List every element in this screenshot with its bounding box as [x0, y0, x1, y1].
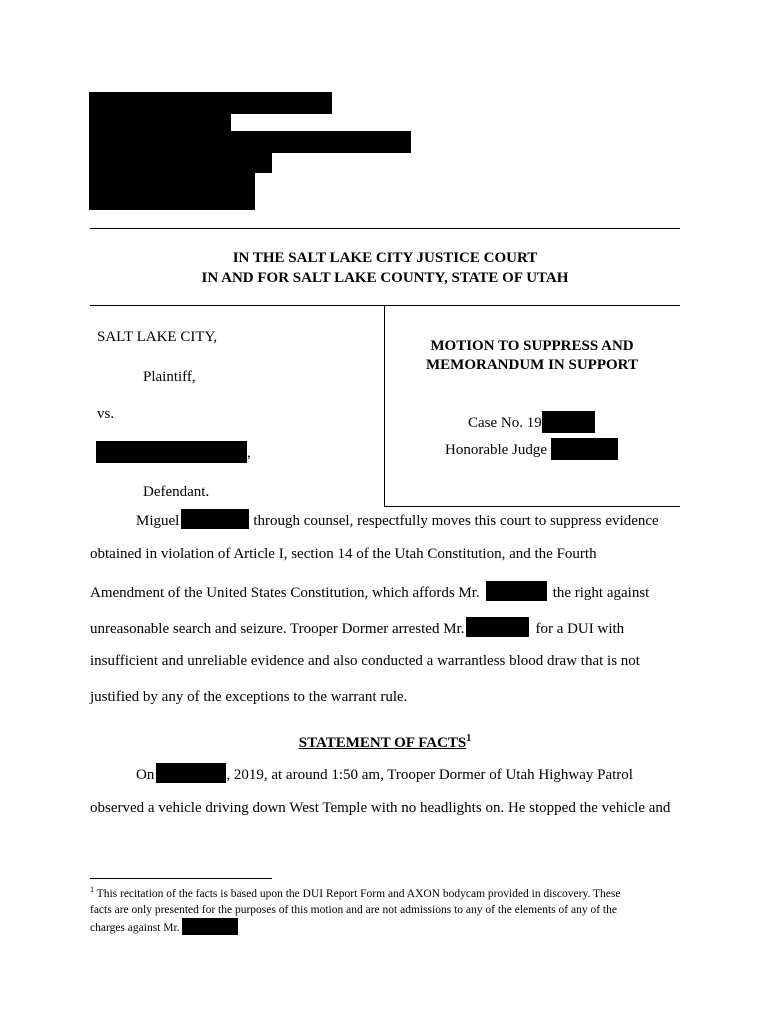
case-number-redaction — [542, 411, 595, 433]
body-line: justified by any of the exceptions to the warrant rule. — [90, 689, 408, 705]
body-line — [90, 617, 624, 638]
body-line: observed a vehicle driving down West Temple with no headlights on. He stopped the vehicle and — [90, 800, 671, 816]
defendant-name-redaction — [96, 441, 247, 463]
date-redaction — [156, 763, 226, 783]
header-divider — [90, 228, 680, 229]
footnote-line — [90, 886, 620, 902]
body-line: obtained in violation of Article I, section 14 of the Utah Constitution, and the Fourth — [90, 546, 597, 562]
body-text: On — [136, 767, 155, 783]
body-line: insufficient and unreliable evidence and also conducted a warrantless blood draw that is not — [90, 653, 640, 669]
defendant-name-redaction — [486, 581, 547, 601]
motion-title-line1: MOTION TO SUPPRESS AND — [430, 338, 634, 354]
defendant-name-redaction — [466, 617, 529, 637]
footnote-reference[interactable]: 1 — [466, 733, 472, 744]
footnote-line — [90, 918, 238, 936]
body-line — [136, 763, 633, 784]
court-heading-line2: IN AND FOR SALT LAKE COUNTY, STATE OF UTAH — [201, 270, 569, 286]
plaintiff-name: SALT LAKE CITY, — [97, 329, 218, 345]
plaintiff-role: Plaintiff, — [143, 369, 196, 385]
caption-right-bottom-rule — [384, 506, 680, 507]
body-text: the right against — [552, 585, 650, 601]
footnote-text: charges against Mr. — [90, 922, 180, 934]
redaction-bar — [89, 131, 411, 153]
body-line — [90, 581, 649, 602]
body-line — [136, 509, 659, 530]
defendant-last-name-redaction — [181, 509, 249, 529]
redaction-bar — [89, 170, 255, 210]
court-heading-line1: IN THE SALT LAKE CITY JUSTICE COURT — [232, 250, 538, 266]
defendant-role: Defendant. — [143, 484, 210, 500]
footnote-number: 1 — [90, 885, 94, 895]
judge-label: Honorable Judge — [445, 442, 548, 458]
footnote-text: This recitation of the facts is based upon the DUI Report Form and AXON bodycam provided in discovery. These — [96, 888, 621, 900]
redaction-bar — [89, 92, 332, 114]
facts-heading-text: STATEMENT OF FACTS — [298, 735, 467, 751]
footnote-line: facts are only presented for the purposes of this motion and are not admissions to any of the elements of any of the — [90, 904, 617, 916]
footnote-separator — [90, 878, 272, 879]
body-text: Amendment of the United States Constitution, which affords Mr. — [90, 585, 480, 601]
judge-name-redaction — [551, 438, 618, 460]
caption-divider — [384, 305, 385, 507]
caption-top-rule — [90, 305, 680, 306]
defendant-name-redaction — [182, 918, 238, 935]
section-heading — [90, 734, 680, 752]
defendant-first-name: Miguel — [136, 513, 180, 529]
body-text: , 2019, at around 1:50 am, Trooper Dormer of Utah Highway Patrol — [226, 767, 633, 783]
body-text: for a DUI with — [535, 621, 625, 637]
case-number-label: Case No. 19 — [468, 415, 542, 431]
motion-title-line2: MEMORANDUM IN SUPPORT — [426, 357, 638, 373]
versus-label: vs. — [97, 406, 115, 422]
defendant-comma: , — [247, 445, 251, 461]
body-text: through counsel, respectfully moves this court to suppress evidence — [253, 513, 659, 529]
body-text: unreasonable search and seizure. Trooper Dormer arrested Mr. — [90, 621, 465, 637]
